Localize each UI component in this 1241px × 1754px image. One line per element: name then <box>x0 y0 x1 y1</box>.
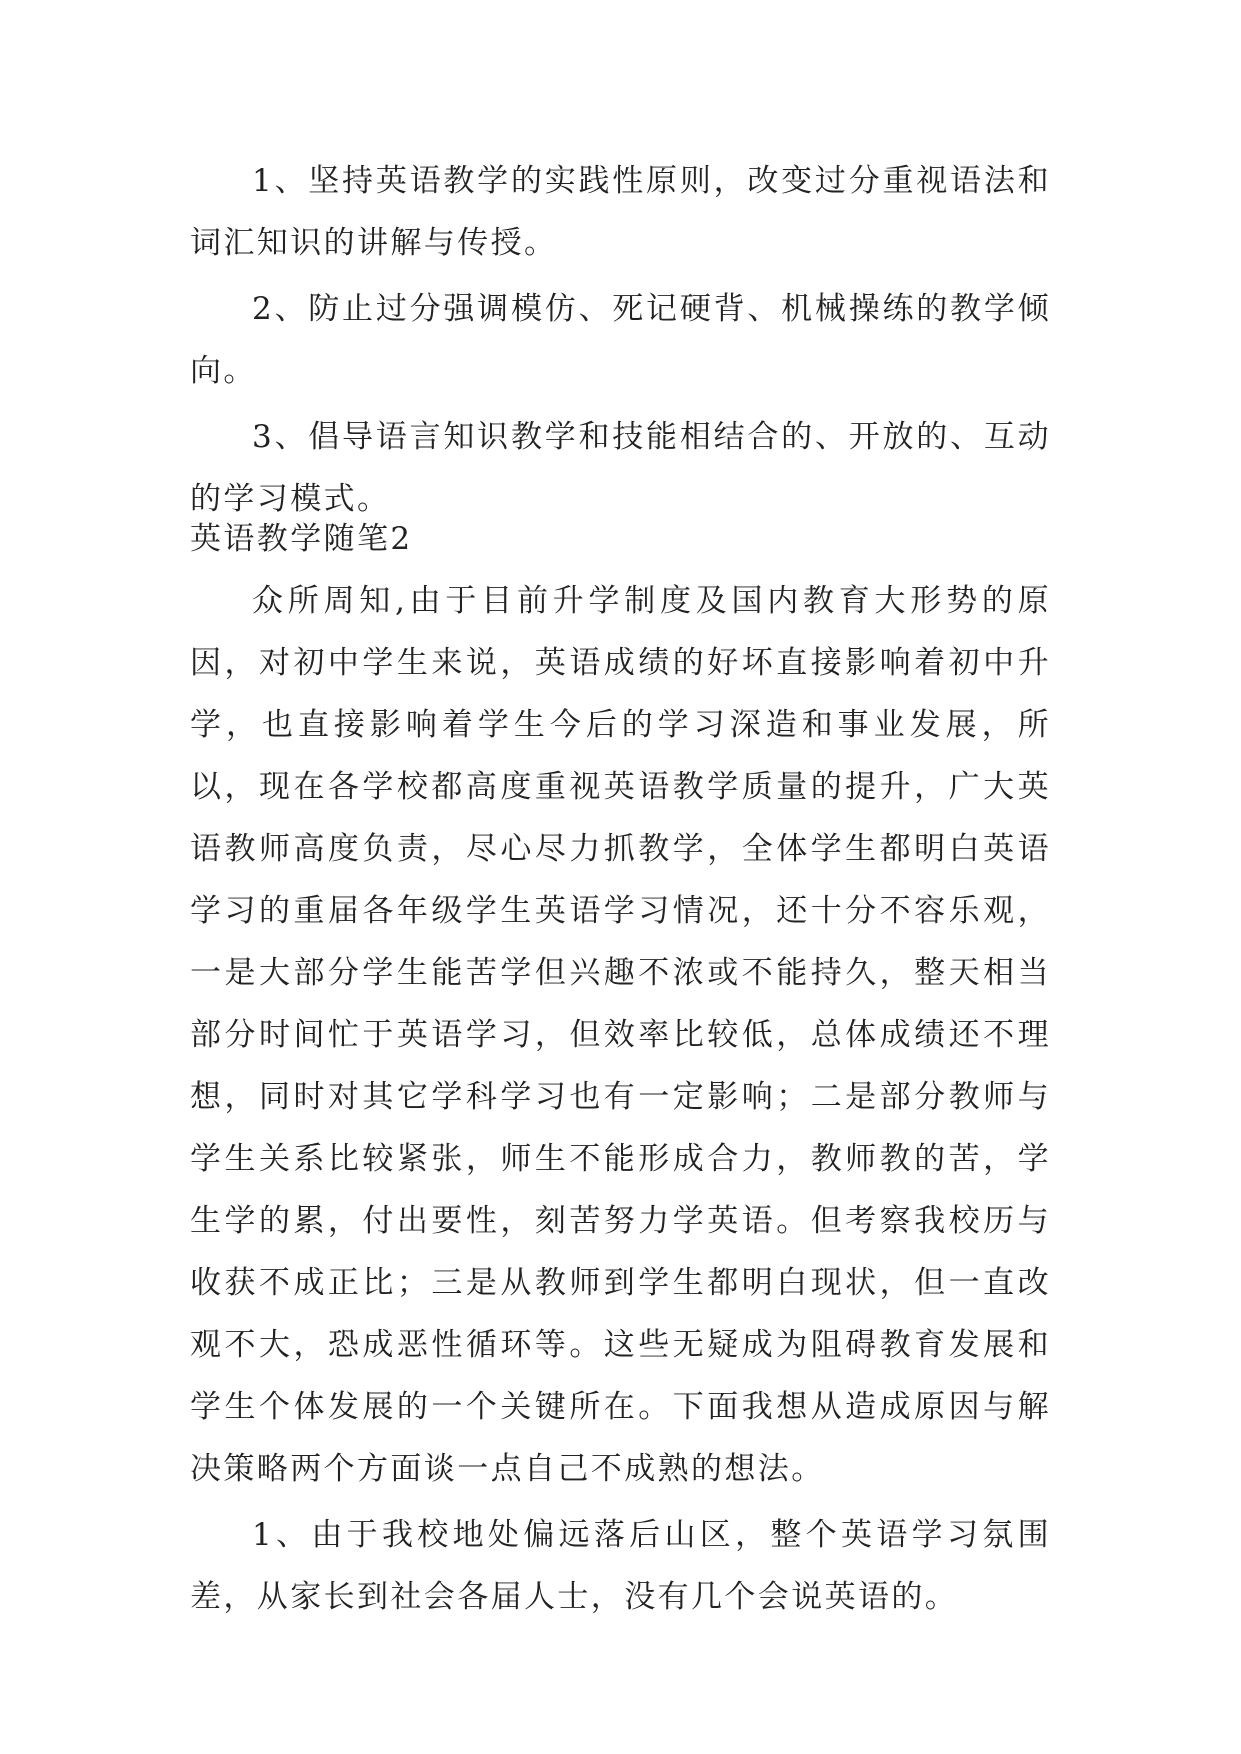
section-heading: 英语教学随笔2 <box>190 521 413 557</box>
section-2 <box>190 508 1051 1628</box>
paragraph-4: 众所周知,由于目前升学制度及国内教育大形势的原因，对初中学生来说，英语成绩的好坏直接影响着初中升学，也直接影响着学生今后的学习深造和事业发展，所以，现在各学校都高度重视英语教学质量的提升，广大英语教师高度负责，尽心尽力抓教学，全体学生都明白英语学习的重届各年级学生英语学习情况，还十分不容乐观，一是大部分学生能苦学但兴趣不浓或不能持久，整天相当部分时间忙于英语学习，但效率比较低，总体成绩还不理想，同时对其它学科学习也有一定影响；二是部分教师与学生关系比较紧张，师生不能形成合力，教师教的苦，学生学的累，付出要性，刻苦努力学英语。但考察我校历与收获不成正比；三是从教师到学生都明白现状，但一直改观不大，恐成恶性循环等。这些无疑成为阻碍教育发展和学生个体发展的一个关键所在。下面我想从造成原因与解决策略两个方面谈一点自己不成熟的想法。 <box>190 583 1051 1487</box>
paragraph-5: 1、由于我校地处偏远落后山区，整个英语学习氛围差，从家长到社会各届人士，没有几个会说英语的。 <box>190 1517 1051 1615</box>
paragraph-2: 2、防止过分强调模仿、死记硬背、机械操练的教学倾向。 <box>190 291 1051 389</box>
paragraph-1: 1、坚持英语教学的实践性原则，改变过分重视语法和词汇知识的讲解与传授。 <box>190 163 1051 261</box>
section-1 <box>190 150 1051 530</box>
paragraph-3: 3、倡导语言知识教学和技能相结合的、开放的、互动的学习模式。 <box>190 419 1051 517</box>
